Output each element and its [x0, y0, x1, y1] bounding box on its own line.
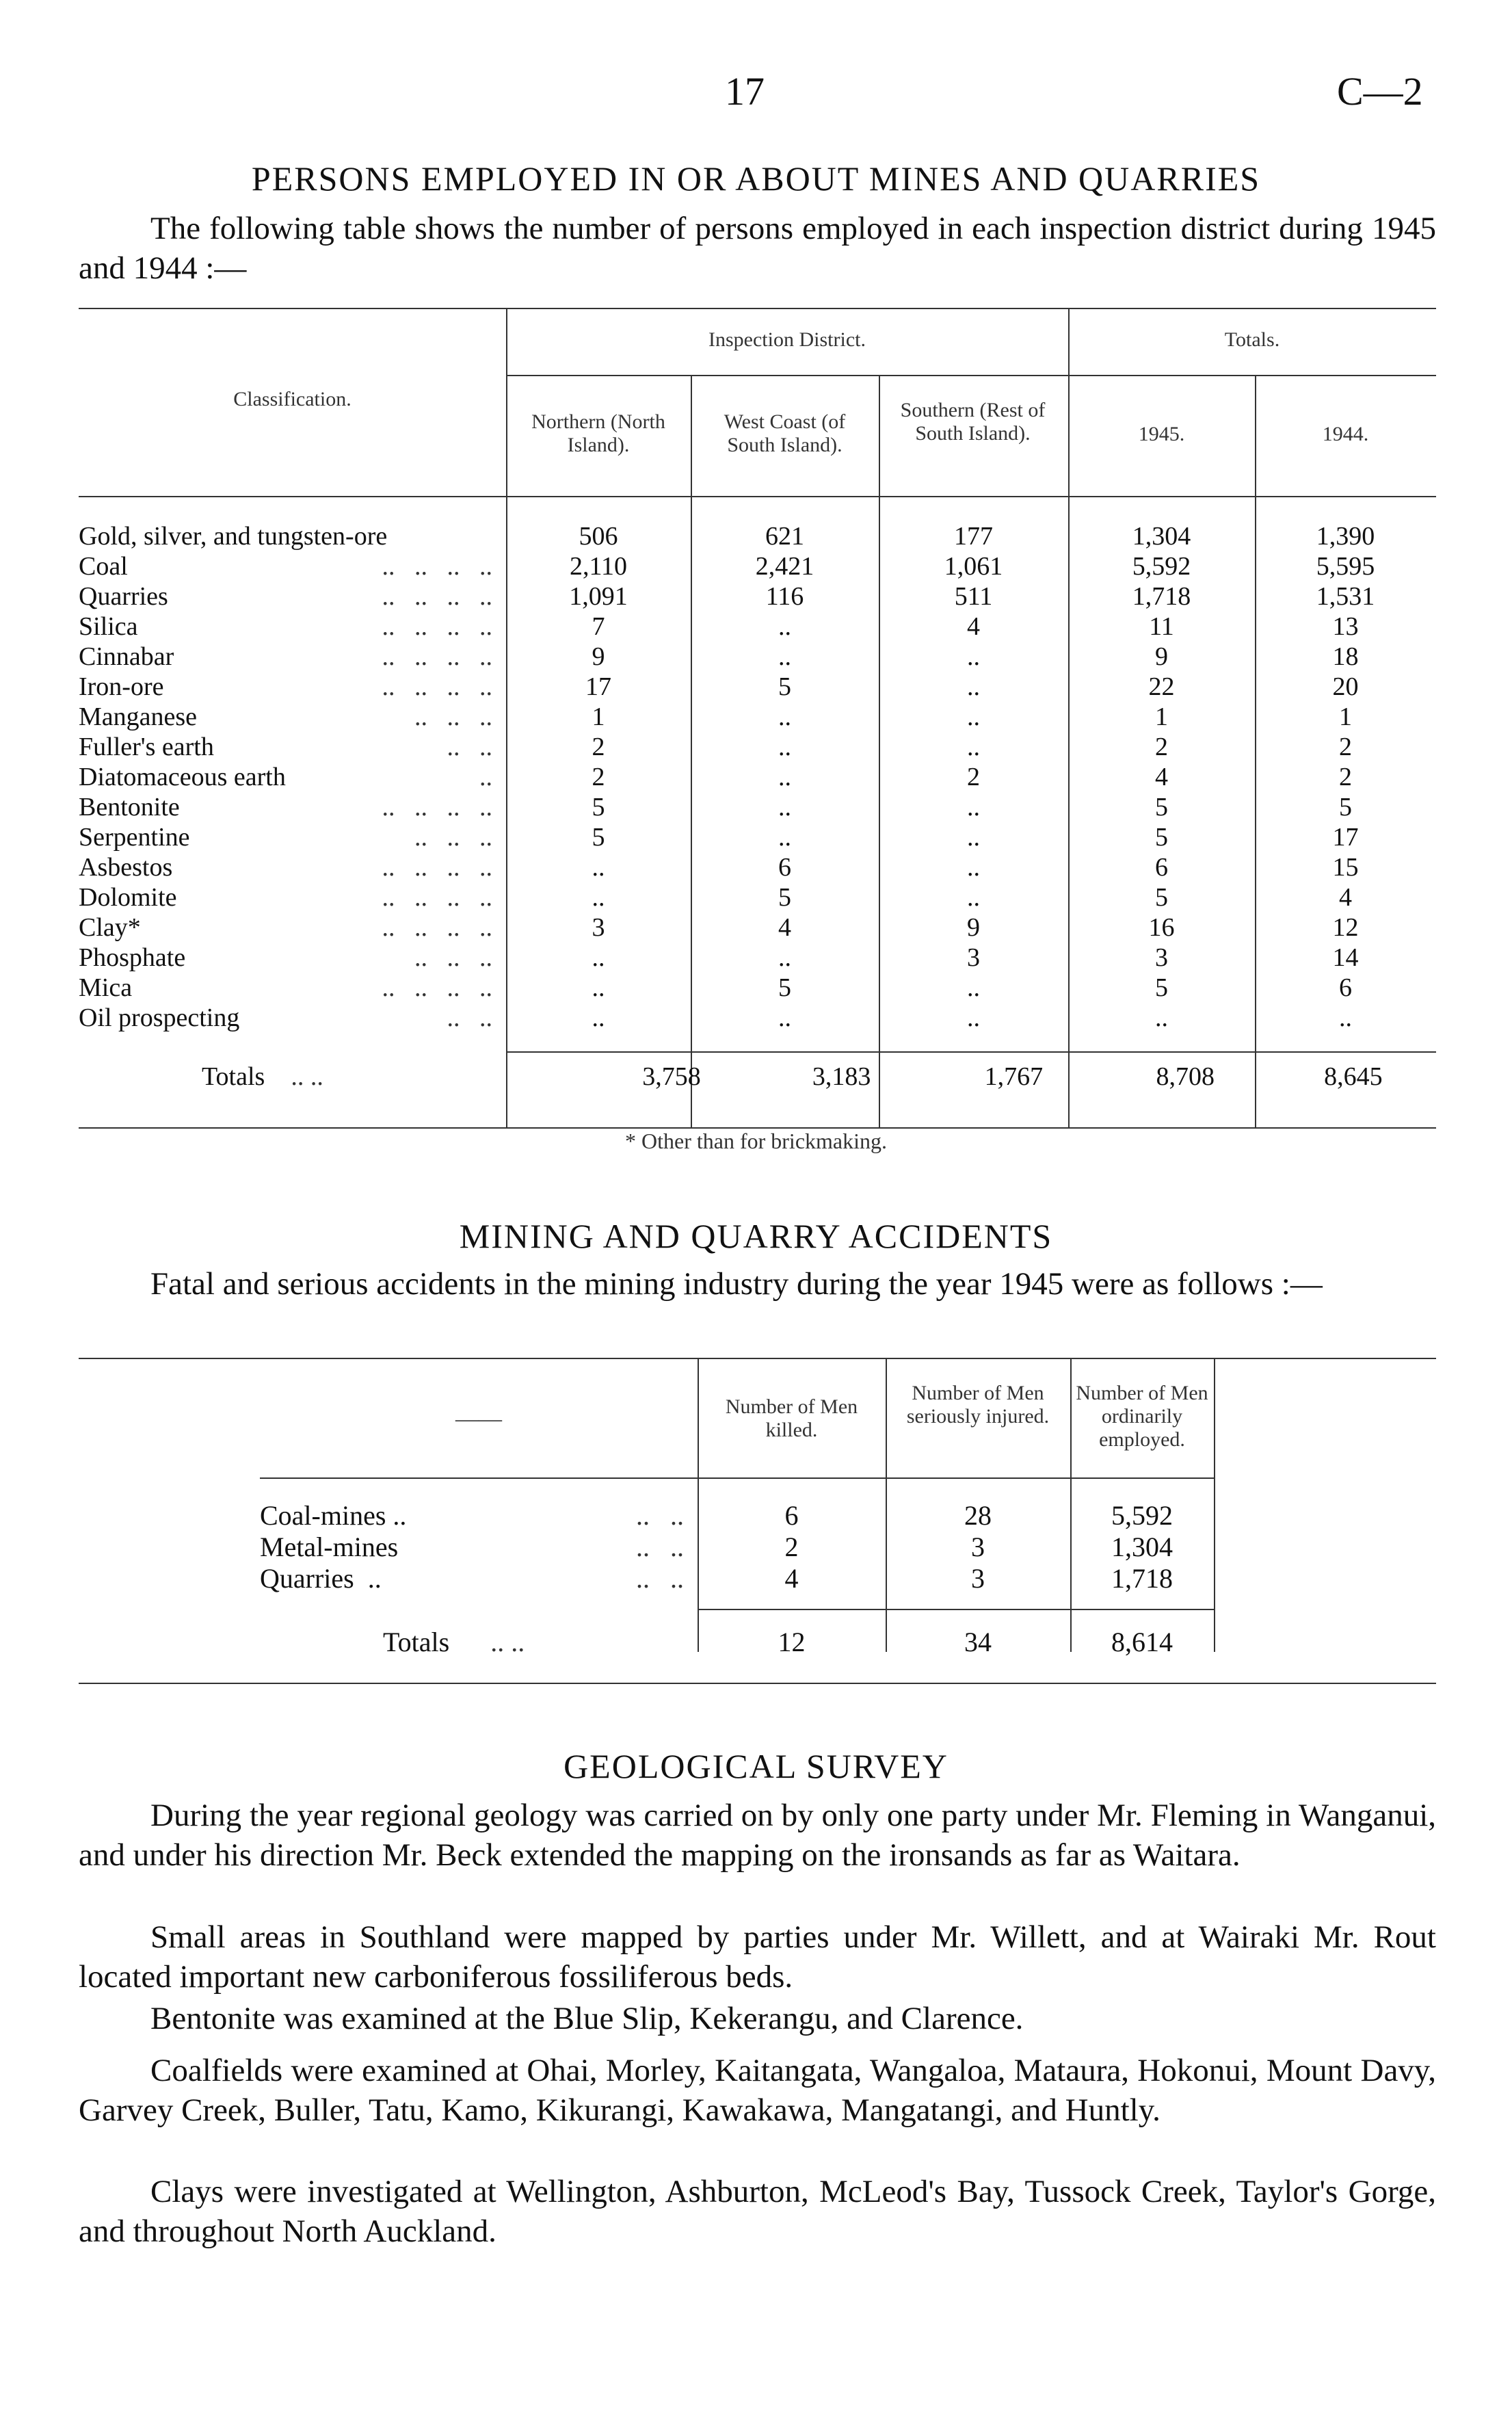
cell-killed: 6: [784, 1500, 799, 1531]
table2-totals-rule: [698, 1609, 1214, 1610]
table1-footnote: * Other than for brickmaking.: [625, 1129, 887, 1153]
leader-dots: .. .. .. ..: [382, 853, 492, 882]
header-northern: Northern (North Island).: [531, 410, 665, 456]
cell-northern: 506: [579, 522, 618, 551]
classification-cell: [79, 822, 506, 852]
mine-type-name: Coal-mines ..: [260, 1500, 407, 1531]
cell-southern: 2: [967, 763, 980, 791]
header-classification: Classification.: [233, 388, 352, 410]
cell-1944: ..: [1339, 1003, 1352, 1032]
cell-1944: 15: [1332, 853, 1359, 882]
accidents-totals-dots: .. ..: [490, 1627, 525, 1657]
survey-paragraph-2: [79, 1917, 1436, 1997]
cell-west-coast: 2,421: [755, 552, 814, 581]
classification-cell: [79, 732, 506, 762]
classification-name: Diatomaceous earth: [79, 763, 286, 791]
classification-name: Manganese: [79, 702, 198, 731]
survey-paragraph-2-text: Small areas in Southland were mapped by parties under Mr. Willett, and at Wairaki Mr. Rout located important new carboniferous fossiliferous beds.: [79, 1919, 1436, 1995]
cell-1944: 18: [1332, 642, 1359, 671]
cell-west-coast: ..: [778, 642, 791, 671]
classification-cell: [79, 1003, 506, 1033]
page-number: 17: [725, 69, 765, 114]
cell-injured: 3: [971, 1563, 985, 1594]
cell-1944: 20: [1332, 672, 1359, 701]
classification-cell: [79, 642, 506, 672]
accidents-totals-label-cell: [260, 1627, 698, 1658]
mine-type-cell: [260, 1532, 698, 1563]
cell-west-coast: 5: [778, 973, 791, 1002]
mine-type-name: Metal-mines: [260, 1532, 399, 1562]
classification-name: Asbestos: [79, 853, 173, 882]
classification-name: Phosphate: [79, 943, 186, 972]
leader-dots: .. .. ..: [414, 702, 492, 731]
cell-west-coast: ..: [778, 793, 791, 822]
cell-northern: 3: [592, 913, 605, 942]
totals-dots: .. ..: [291, 1062, 323, 1091]
leader-dots: .. .. .. ..: [382, 612, 492, 641]
cell-employed: 1,718: [1111, 1563, 1173, 1594]
classification-cell: [79, 672, 506, 702]
cell-west-coast: 5: [778, 672, 791, 701]
table-row: [79, 551, 1436, 581]
cell-southern: 177: [954, 522, 993, 551]
totals-northern: 3,758: [642, 1062, 701, 1091]
cell-1945: 2: [1155, 733, 1168, 761]
leader-dots: .. .. .. ..: [382, 582, 492, 611]
accidents-totals-row: [260, 1627, 1214, 1658]
cell-northern: 9: [592, 642, 605, 671]
leader-dots: .. .. .. ..: [382, 552, 492, 581]
mine-type-cell: [260, 1563, 698, 1594]
totals-1945: 8,708: [1156, 1062, 1215, 1091]
classification-cell: [79, 973, 506, 1003]
cell-northern: ..: [592, 1003, 605, 1032]
cell-1945: 11: [1149, 612, 1174, 641]
cell-1945: 1,304: [1132, 522, 1191, 551]
section-title-geological-survey: GEOLOGICAL SURVEY: [563, 1747, 949, 1785]
employment-intro-text: The following table shows the number of persons employed in each inspection district during 1945 and 1944 :—: [79, 211, 1436, 286]
cell-southern: ..: [967, 853, 980, 882]
cell-northern: ..: [592, 853, 605, 882]
cell-1945: 3: [1155, 943, 1168, 972]
cell-1944: 2: [1339, 733, 1352, 761]
classification-cell: [79, 702, 506, 732]
table-row: [79, 973, 1436, 1003]
cell-southern: ..: [967, 973, 980, 1002]
cell-1945: 16: [1148, 913, 1175, 942]
table-row: [260, 1532, 1214, 1563]
survey-paragraph-1: [79, 1796, 1436, 1875]
cell-northern: ..: [592, 943, 605, 972]
cell-southern: ..: [967, 883, 980, 912]
table-row: [79, 521, 1436, 551]
mine-type-cell: [260, 1500, 698, 1532]
cell-southern: ..: [967, 642, 980, 671]
table-row: [260, 1563, 1214, 1594]
survey-paragraph-3-text: Bentonite was examined at the Blue Slip, Kekerangu, and Clarence.: [150, 2001, 1024, 2036]
cell-west-coast: ..: [778, 1003, 791, 1032]
leader-dots: .. .. ..: [414, 823, 492, 852]
accidents-intro-text: Fatal and serious accidents in the mining industry during the year 1945 were as follows :—: [150, 1266, 1323, 1302]
header-men-killed: Number of Men killed.: [725, 1395, 858, 1441]
leader-dots: .. .. .. ..: [382, 913, 492, 942]
cell-southern: ..: [967, 733, 980, 761]
employment-totals-row: [79, 1062, 1436, 1092]
table2-vrule-4: [1214, 1358, 1215, 1652]
accidents-totals-label: Totals: [383, 1627, 450, 1657]
cell-northern: 5: [592, 793, 605, 822]
table1-group-rule: [506, 375, 1436, 376]
totals-southern: 1,767: [984, 1062, 1044, 1091]
classification-cell: [79, 943, 506, 973]
cell-1945: 6: [1155, 853, 1168, 882]
table1-header-rule: [79, 496, 1436, 497]
accidents-totals-table: [260, 1627, 1214, 1658]
cell-employed: 5,592: [1111, 1500, 1173, 1531]
cell-west-coast: ..: [778, 763, 791, 791]
accidents-totals-employed: 8,614: [1111, 1627, 1173, 1657]
employment-table: [79, 521, 1436, 1033]
cell-1945: 4: [1155, 763, 1168, 791]
classification-name: Clay*: [79, 913, 141, 942]
cell-west-coast: 6: [778, 853, 791, 882]
table-row: [79, 1003, 1436, 1033]
section-title-employment: PERSONS EMPLOYED IN OR ABOUT MINES AND QUARRIES: [251, 159, 1261, 198]
classification-name: Gold, silver, and tungsten-ore: [79, 522, 388, 551]
cell-1945: 5: [1155, 973, 1168, 1002]
table-row: [79, 672, 1436, 702]
cell-southern: 3: [967, 943, 980, 972]
header-west-coast: West Coast (of South Island).: [724, 410, 846, 456]
cell-southern: ..: [967, 793, 980, 822]
table-row: [79, 852, 1436, 882]
classification-cell: [79, 762, 506, 792]
cell-killed: 4: [784, 1563, 799, 1594]
header-men-injured: Number of Men seriously injured.: [906, 1382, 1050, 1428]
totals-west-coast: 3,183: [812, 1062, 871, 1091]
cell-west-coast: ..: [778, 733, 791, 761]
cell-west-coast: 4: [778, 913, 791, 942]
header-1944: 1944.: [1322, 423, 1369, 445]
leader-dots: .. .. .. ..: [382, 883, 492, 912]
table-row: [79, 792, 1436, 822]
header-men-employed: Number of Men ordinarily employed.: [1076, 1382, 1208, 1451]
leader-dots: .. ..: [636, 1500, 684, 1531]
table-row: [79, 581, 1436, 612]
cell-northern: ..: [592, 883, 605, 912]
leader-dots: .. .. .. ..: [382, 973, 492, 1002]
cell-1944: 12: [1332, 913, 1359, 942]
leader-dots: ..: [479, 763, 492, 791]
cell-1945: 22: [1148, 672, 1175, 701]
leader-dots: .. .. .. ..: [382, 793, 492, 822]
classification-name: Mica: [79, 973, 133, 1002]
cell-northern: 2: [592, 733, 605, 761]
classification-name: Quarries: [79, 582, 168, 611]
classification-cell: [79, 912, 506, 943]
cell-southern: ..: [967, 1003, 980, 1032]
table-row: [79, 822, 1436, 852]
cell-west-coast: 621: [765, 522, 804, 551]
survey-paragraph-5-text: Clays were investigated at Wellington, Ashburton, McLeod's Bay, Tussock Creek, Taylor's Gorge, and throughout North Auckland.: [79, 2174, 1436, 2249]
classification-name: Fuller's earth: [79, 733, 214, 761]
totals-label-cell: [79, 1062, 587, 1092]
cell-west-coast: ..: [778, 702, 791, 731]
totals-label: Totals: [202, 1062, 265, 1091]
cell-west-coast: ..: [778, 612, 791, 641]
survey-paragraph-4-text: Coalfields were examined at Ohai, Morley, Kaitangata, Wangaloa, Mataura, Hokonui, Mount Davy, Garvey Creek, Buller, Tatu, Kamo, Kikurangi, Kawakawa, Mangatangi, and Huntly.: [79, 2053, 1436, 2128]
cell-1945: 9: [1155, 642, 1168, 671]
table-row: [79, 943, 1436, 973]
classification-cell: [79, 521, 506, 551]
table-row: [260, 1500, 1214, 1532]
cell-employed: 1,304: [1111, 1532, 1173, 1562]
cell-1944: 4: [1339, 883, 1352, 912]
employment-intro: [79, 209, 1436, 288]
cell-1945: 5,592: [1132, 552, 1191, 581]
cell-1944: 13: [1332, 612, 1359, 641]
cell-southern: ..: [967, 702, 980, 731]
cell-1945: ..: [1155, 1003, 1168, 1032]
cell-southern: ..: [967, 823, 980, 852]
table2-bottom-rule: [79, 1683, 1436, 1684]
cell-1944: 1,390: [1316, 522, 1375, 551]
cell-west-coast: ..: [778, 943, 791, 972]
cell-northern: 2: [592, 763, 605, 791]
leader-dots: .. ..: [636, 1532, 684, 1562]
classification-cell: [79, 852, 506, 882]
classification-cell: [79, 612, 506, 642]
table-row: [79, 882, 1436, 912]
cell-southern: 4: [967, 612, 980, 641]
cell-southern: ..: [967, 672, 980, 701]
cell-1944: 17: [1332, 823, 1359, 852]
table2-top-rule: [79, 1358, 1436, 1359]
cell-northern: 2,110: [569, 552, 628, 581]
leader-dots: .. .. ..: [414, 943, 492, 972]
cell-west-coast: ..: [778, 823, 791, 852]
cell-northern: 7: [592, 612, 605, 641]
leader-dots: .. ..: [447, 1003, 492, 1032]
cell-northern: 5: [592, 823, 605, 852]
leader-dots: .. ..: [636, 1563, 684, 1594]
table-row: [79, 762, 1436, 792]
table1-totals-rule: [506, 1051, 1436, 1053]
accidents-table: [260, 1500, 1214, 1594]
cell-west-coast: 5: [778, 883, 791, 912]
table-row: [79, 912, 1436, 943]
leader-dots: .. .. .. ..: [382, 642, 492, 671]
survey-paragraph-4: [79, 2051, 1436, 2130]
cell-1945: 1: [1155, 702, 1168, 731]
cell-1944: 1: [1339, 702, 1352, 731]
accidents-intro: [79, 1264, 1436, 1304]
cell-1945: 5: [1155, 823, 1168, 852]
classification-name: Silica: [79, 612, 138, 641]
cell-1944: 5: [1339, 793, 1352, 822]
employment-totals-table: [79, 1062, 1436, 1092]
accidents-totals-injured: 34: [964, 1627, 992, 1657]
cell-1945: 5: [1155, 883, 1168, 912]
totals-1944: 8,645: [1324, 1062, 1383, 1091]
cell-injured: 3: [971, 1532, 985, 1562]
cell-1944: 2: [1339, 763, 1352, 791]
survey-paragraph-3: [79, 1999, 1436, 2038]
classification-name: Coal: [79, 552, 128, 581]
cell-1944: 14: [1332, 943, 1359, 972]
cell-southern: 1,061: [944, 552, 1003, 581]
classification-name: Oil prospecting: [79, 1003, 240, 1032]
cell-1944: 6: [1339, 973, 1352, 1002]
classification-name: Serpentine: [79, 823, 190, 852]
classification-name: Iron-ore: [79, 672, 164, 701]
cell-killed: 2: [784, 1532, 799, 1562]
cell-northern: 1,091: [569, 582, 628, 611]
table1-top-rule: [79, 308, 1436, 309]
header-southern: Southern (Rest of South Island).: [900, 399, 1046, 445]
accidents-table-body: [260, 1500, 1214, 1594]
classification-cell: [79, 551, 506, 581]
table-row: [79, 702, 1436, 732]
document-reference: C—2: [1337, 69, 1423, 114]
cell-1944: 5,595: [1316, 552, 1375, 581]
cell-southern: 9: [967, 913, 980, 942]
classification-name: Dolomite: [79, 883, 177, 912]
cell-west-coast: 116: [765, 582, 804, 611]
classification-cell: [79, 581, 506, 612]
table2-header-blank: ——: [455, 1406, 502, 1432]
employment-table-body: [79, 521, 1436, 1033]
classification-name: Bentonite: [79, 793, 180, 822]
cell-northern: ..: [592, 973, 605, 1002]
leader-dots: .. .. .. ..: [382, 672, 492, 701]
cell-southern: 511: [954, 582, 993, 611]
cell-northern: 1: [592, 702, 605, 731]
classification-cell: [79, 792, 506, 822]
table-row: [79, 642, 1436, 672]
classification-cell: [79, 882, 506, 912]
table-row: [79, 732, 1436, 762]
leader-dots: .. ..: [447, 733, 492, 761]
section-title-accidents: MINING AND QUARRY ACCIDENTS: [459, 1217, 1053, 1255]
classification-name: Cinnabar: [79, 642, 174, 671]
header-totals: Totals.: [1224, 328, 1280, 351]
mine-type-name: Quarries ..: [260, 1563, 382, 1594]
cell-1945: 5: [1155, 793, 1168, 822]
survey-paragraph-1-text: During the year regional geology was carried on by only one party under Mr. Fleming in Wanganui, and under his direction Mr. Beck extended the mapping on the ironsands as far as Waitara.: [79, 1798, 1436, 1873]
survey-paragraph-5: [79, 2172, 1436, 2251]
header-inspection-district: Inspection District.: [708, 328, 866, 351]
cell-northern: 17: [585, 672, 611, 701]
cell-1945: 1,718: [1132, 582, 1191, 611]
accidents-totals-killed: 12: [778, 1627, 806, 1657]
cell-1944: 1,531: [1316, 582, 1375, 611]
cell-injured: 28: [964, 1500, 992, 1531]
table-row: [79, 612, 1436, 642]
header-1945: 1945.: [1138, 423, 1185, 445]
